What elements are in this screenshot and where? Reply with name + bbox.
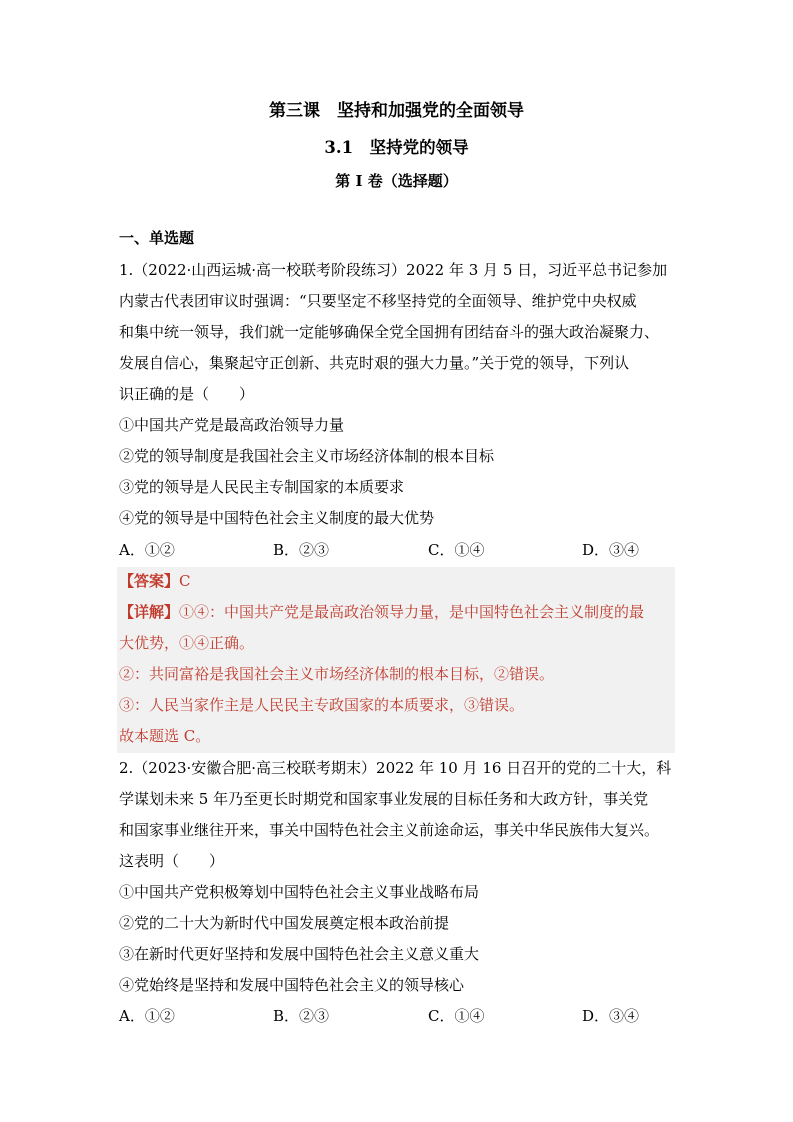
question-2-item-2: ②党的二十大为新时代中国发展奠定根本政治前提	[119, 914, 450, 932]
question-1-item-3: ③党的领导是人民民主专制国家的本质要求	[119, 478, 405, 496]
question-2-options	[119, 1006, 679, 1026]
question-2-option-a[interactable]: A．①②	[119, 1007, 175, 1025]
detail-line-4: ③：人民当家作主是人民民主专政国家的本质要求，③错误。	[119, 696, 525, 714]
section-title: 3.1 坚持党的领导	[324, 138, 469, 157]
question-2-item-1: ①中国共产党积极筹划中国特色社会主义事业战略布局	[119, 883, 480, 901]
question-1-option-d[interactable]: D．③④	[582, 541, 640, 559]
question-1-line-2: 内蒙古代表团审议时强调：“只要坚定不移坚持党的全面领导、维护党中央权威	[119, 292, 637, 310]
answer-value: C	[179, 572, 191, 590]
lesson-title: 第三课 坚持和加强党的全面领导	[269, 101, 524, 121]
question-1-line-4: 发展自信心，集聚起守正创新、共克时艰的强大力量。”关于党的领导，下列认	[119, 354, 630, 372]
question-1-option-a[interactable]: A．①②	[119, 541, 175, 559]
question-2-item-3: ③在新时代更好坚持和发展中国特色社会主义意义重大	[119, 945, 480, 963]
question-1-item-1: ①中国共产党是最高政治领导力量	[119, 416, 345, 434]
question-2-line-4: 这表明（ ）	[119, 852, 225, 870]
question-2-option-d[interactable]: D．③④	[582, 1007, 640, 1025]
question-2-line-1: 2.（2023·安徽合肥·高三校联考期末）2022 年 10 月 16 日召开的党的二十大，科	[119, 759, 672, 777]
question-1-options	[119, 540, 679, 560]
detail-text-1: ①④：中国共产党是最高政治领导力量，是中国特色社会主义制度的最	[179, 603, 645, 621]
volume-title: 第 I 卷（选择题）	[335, 172, 458, 190]
question-2-item-4: ④党始终是坚持和发展中国特色社会主义的领导核心	[119, 976, 465, 994]
detail-line-2: 大优势，①④正确。	[119, 634, 255, 652]
answer-line	[119, 571, 679, 591]
detail-line-3: ②：共同富裕是我国社会主义市场经济体制的根本目标，②错误。	[119, 665, 555, 683]
question-2-line-3: 和国家事业继往开来，事关中国特色社会主义前途命运，事关中华民族伟大复兴。	[119, 821, 660, 839]
section-label: 一、单选题	[119, 229, 195, 247]
question-2-option-b[interactable]: B．②③	[273, 1007, 330, 1025]
detail-line-1	[119, 602, 679, 622]
detail-tag: 【详解】	[119, 603, 180, 621]
question-2-line-2: 学谋划未来 5 年乃至更长时期党和国家事业发展的目标任务和大政方针，事关党	[119, 790, 649, 808]
question-2-option-c[interactable]: C．①④	[428, 1007, 485, 1025]
detail-line-5: 故本题选 C。	[119, 727, 211, 745]
question-1-line-5: 识正确的是（ ）	[119, 385, 255, 403]
question-1-line-3: 和集中统一领导，我们就一定能够确保全党全国拥有团结奋斗的强大政治凝聚力、	[119, 323, 660, 341]
question-1-option-c[interactable]: C．①④	[428, 541, 485, 559]
question-1-option-b[interactable]: B．②③	[273, 541, 330, 559]
question-1-item-4: ④党的领导是中国特色社会主义制度的最大优势	[119, 509, 435, 527]
question-1-line-1: 1.（2022·山西运城·高一校联考阶段练习）2022 年 3 月 5 日，习近平总书记参加	[119, 261, 668, 279]
answer-tag: 【答案】	[119, 572, 180, 590]
question-1-item-2: ②党的领导制度是我国社会主义市场经济体制的根本目标	[119, 447, 495, 465]
